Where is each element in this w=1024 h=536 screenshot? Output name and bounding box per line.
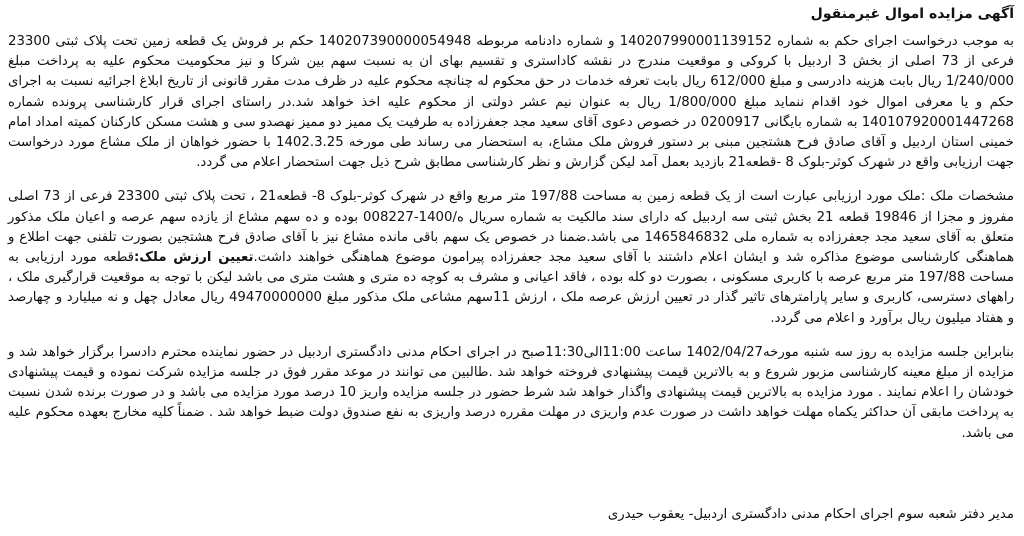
valuation-heading: تعیین ارزش ملک: [133,250,254,266]
notice-title: آگهی مزایده اموال غیرمنقول [810,6,1014,22]
valuation-text: قطعه مورد ارزیابی به مساحت 197/88 متر مربع عرصه با کاربری مسکونی ، بصورت دو کله بوده ، فاقد اعیانی و مشرف به کوچه ده متری و هشت متری می باشد لیکن با توجه به موقعیت قرارگیری ملک ، راههای دسترسی، کاربری و سایر پارامترهای تاثیر گذار در تعیین ارزش عرصه ملک ، ارزش 11سهم مشاعی ملک مذکور مبلغ 49470000000 ریال معادل چهل و نه میلیارد و چهارصد و هفتاد میلیون ریال برآورد و اعلام می گردد. [8,250,1014,326]
notice-paragraph-2 [8,187,1014,328]
notice-paragraph-1: به موجب درخواست اجرای حکم به شماره 140207990001139152 و شماره دادنامه مربوطه 140207390000054948 حکم بر فروش یک قطعه زمین تحت پلاک ثبتی 23300 فرعی از 73 اصلی از بخش 3 اردبیل با کروکی و موقعیت مندرج در نقشه کاداستری و تقسیم بهای ان به نسبت سهم بین شرکا و نیز محکومیت محکوم علیه به پرداخت مبلغ 1/240/000 ریال بابت هزینه دادرسی و مبلغ 612/000 ریال بابت تعرفه خدمات در حق محکوم له چنانچه محکوم علیه در ظرف مدت مقرر قانونی از تاریخ ابلاغ اجرائیه نسبت به اجرای حکم و یا معرفی اموال خود اقدام ننماید مبلغ 1/800/000 ریال به عنوان نیم عشر دولتی از محکوم علیه اخذ خواهد شد.در راستای اجرای قرار کارشناسی پرونده شماره 140107920001447268 به شماره بایگانی 0200917 در خصوص دعوی آقای سعید مجد جعفرزاده به طرفیت یک ممیز دو ممیز نهصدو سی و هشت مسکن کارکنان کمیته امداد امام خمینی استان اردبیل و آقای صادق فرح هشتجین مبنی بر دستور فروش ملک مشاع، به استحضار می رساند طی مورخه 1402.3.25 با حضور خواهان از ملک مشاع مورد درخواست جهت ارزیابی واقع در شهرک کوثر-بلوک 8 -قطعه21 بازدید بعمل آمد لیکن گزارش و نظر کارشناسی مطابق شرح ذیل جهت استحضار اعلام می گردد. [8,34,1014,171]
notice-signature: مدیر دفتر شعبه سوم اجرای احکام مدنی دادگستری اردبیل- یعقوب حیدری [607,507,1014,522]
property-specs-text: مشخصات ملک :ملک مورد ارزیابی عبارت است از یک قطعه زمین به مساحت 197/88 متر مربع واقع در شهرک کوثر-بلوک 8- قطعه21 ، تحت پلاک ثبتی 23300 فرعی از 73 اصلی مفروز و مجزا از 19846 قطعه 21 بخش ثبتی سه اردبیل که دارای سند مالکیت به شماره سریال ه/1400-008227 بوده و ده سهم مشاع از یازده سهم عرصه و اعیان ملک مذکور متعلق به آقای سعید مجد جعفرزاده به شماره ملی 1465846832 می باشد.ضمنا در خصوص یک سهم باقی مانده مشاع نیز با آقای صادق فرح هشتجین بصورت تلفنی جهت اطلاع و هماهنگی کارشناسی موضوع مذاکره شد و ایشان اعلام داشتند با آقای سعید مجد جعفرزاده پیرامون موضوع هماهنگی خواهند داشت. [8,189,1014,266]
notice-paragraph-3: بنابراین جلسه مزایده به روز سه شنبه مورخه1402/04/27 ساعت 11:00الی11:30صبح در اجرای احکام مدنی دادگستری اردبیل در حضور نماینده محترم دادسرا برگزار خواهد شد و مزایده از مبلغ معینه کارشناسی مزبور شروع و به بالاترین قیمت پیشنهادی فروخته خواهد شد .طالبین می توانند در موعد مقرر فوق در جلسه مزایده شرکت نموده و قیمت پیشنهادی خودشان را اعلام نمایند . مورد مزایده به بالاترین قیمت پیشنهادی واگذار خواهد شد شرط حضور در جلسه مزایده واریز 10 درصد مورد مزایده می باشد و در صورت برنده شدن نسبت به پرداخت مابقی آن حداکثر یکماه مهلت خواهد داشت در صورت عدم واریزی در مهلت مقرره درصد واریزی به نفع صندوق دولت ضبط خواهد شد . ضمناً کلیه مخارج بعهده محکوم علیه می باشد. [8,344,1014,441]
